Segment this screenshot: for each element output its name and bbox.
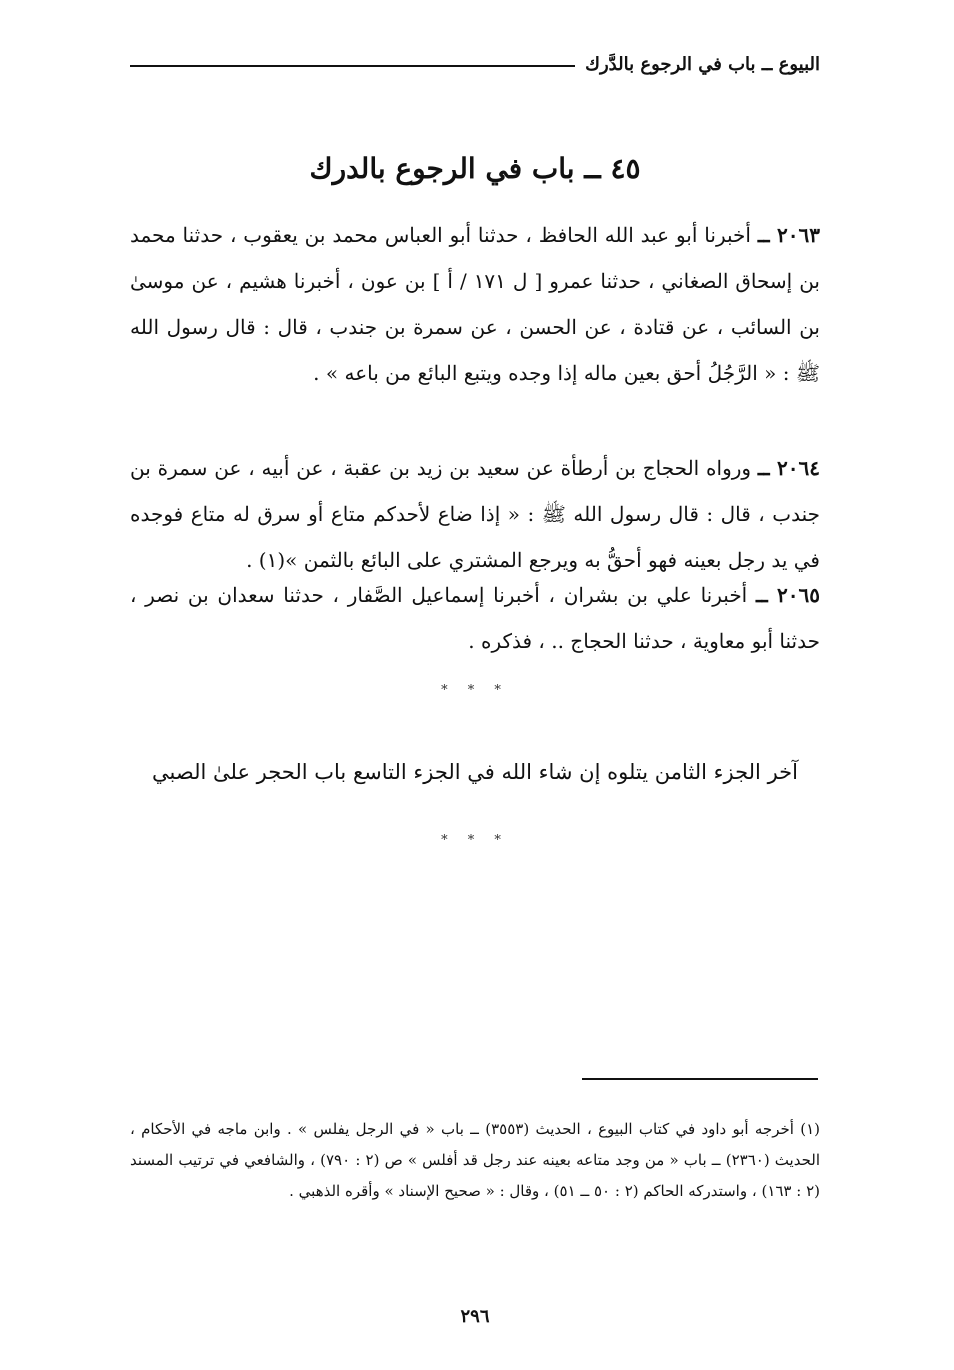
page-number: ٢٩٦ bbox=[460, 1306, 490, 1327]
header-rule bbox=[130, 65, 575, 67]
footnote: (١) أخرجه أبو داود في كتاب البيوع ، الحديث (٣٥٥٣) ــ باب « في الرجل يفلس » . وابن ماجه في الأحكام ، الحديث (٢٣٦٠) ــ باب « من وجد متاعه بعينه عند رجل قد أفلس » ص (٢ : ٧٩٠) ، والشافعي في ترتيب المسند (٢ : ١٦٣) ، واستدركه الحاكم (٢ : ٥٠ ــ ٥١) ، وقال : « صحيح الإسناد » وأقره الذهبي . bbox=[130, 1120, 821, 1200]
section-ornament: * * * bbox=[441, 833, 509, 848]
hadith-number: ٢٠٦٣ ــ bbox=[757, 223, 820, 247]
hadith-number: ٢٠٦٤ ــ bbox=[757, 456, 820, 480]
volume-closing-line: آخر الجزء الثامن يتلوه إن شاء الله في الجزء التاسع باب الحجر علىٰ الصبي bbox=[152, 760, 798, 784]
hadith-paragraph bbox=[130, 445, 820, 583]
running-title: البيوع ــ باب في الرجوع بالدَّرك bbox=[585, 53, 820, 75]
hadith-text: أخبرنا أبو عبد الله الحافظ ، حدثنا أبو العباس محمد بن يعقوب ، حدثنا محمد بن إسحاق الصغاني ، حدثنا عمرو [ ل ١٧١ / أ ] بن عون ، أخبرنا هشيم ، عن موسىٰ بن السائب ، عن قتادة ، عن الحسن ، عن سمرة بن جندب ، قال : قال رسول الله ﷺ : « الرَّجُلُ أحق بعين ماله إذا وجده ويتبع البائع من باعه » . bbox=[130, 223, 820, 385]
section-ornament: * * * bbox=[441, 683, 509, 698]
hadith-paragraph bbox=[130, 212, 820, 396]
hadith-number: ٢٠٦٥ ــ bbox=[755, 583, 821, 607]
chapter-title: ٤٥ ــ باب في الرجوع بالدرك bbox=[309, 152, 641, 185]
footnote-rule bbox=[582, 1078, 818, 1080]
hadith-text: ورواه الحجاج بن أرطأة عن سعيد بن زيد بن عقبة ، عن أبيه ، عن سمرة بن جندب ، قال : قال رسول الله ﷺ : « إذا ضاع لأحدكم متاع أو سرق له متاع فوجده في يد رجل بعينه فهو أحقُّ به ويرجع المشتري على البائع بالثمن »(١) . bbox=[130, 456, 820, 572]
running-header bbox=[130, 44, 820, 84]
hadith-paragraph bbox=[130, 572, 820, 664]
hadith-text: أخبرنا علي بن بشران ، أخبرنا إسماعيل الصَّفار ، حدثنا سعدان بن نصر ، حدثنا أبو معاوية ، حدثنا الحجاج .. ، فذكره . bbox=[130, 583, 820, 653]
